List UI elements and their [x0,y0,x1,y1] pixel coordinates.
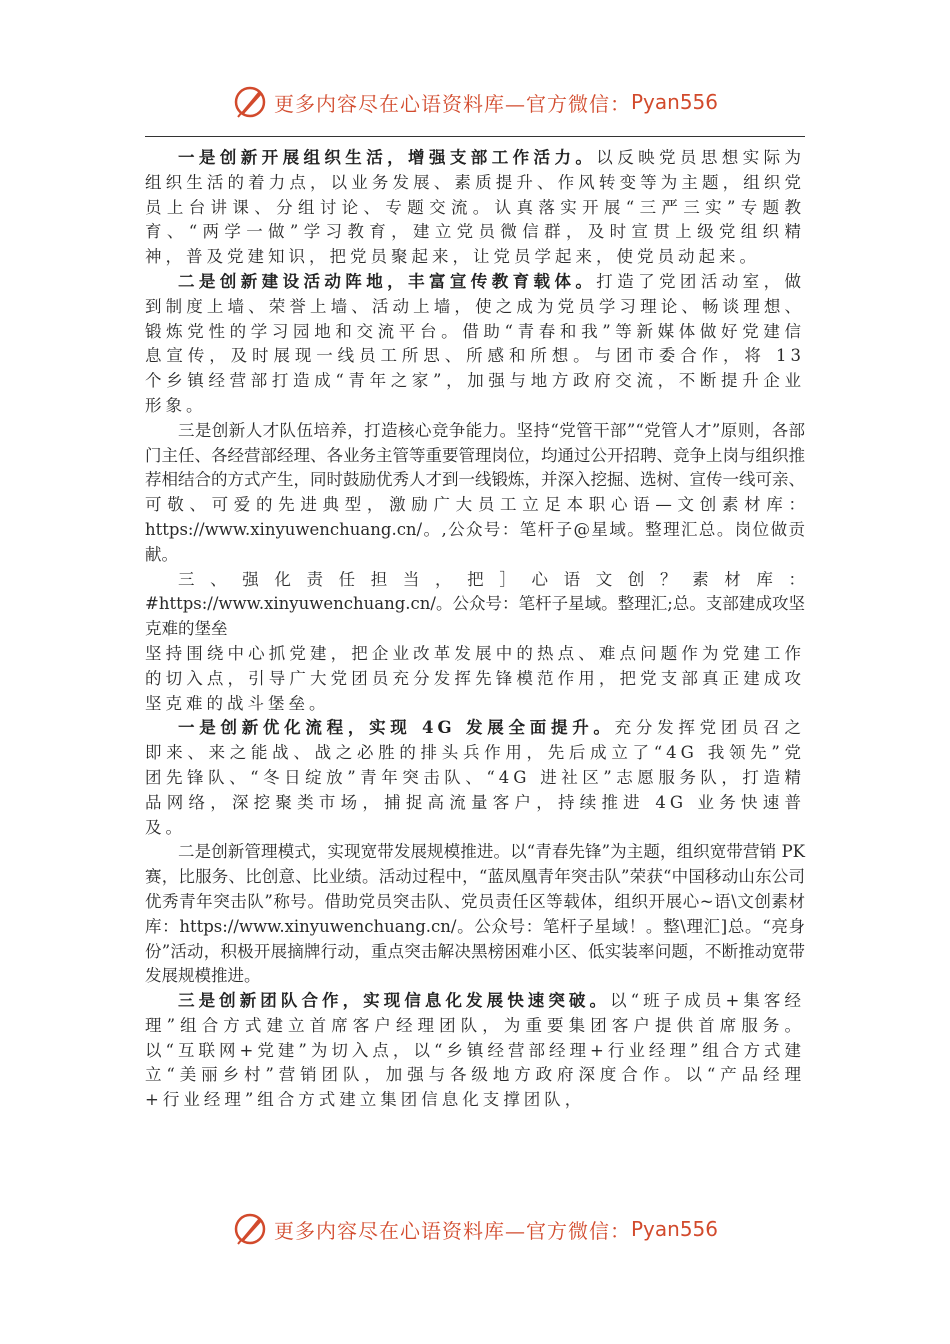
section-heading-text: 三、强化责任担当，把］心语文创？素材库：#https://www.xinyuwenchuang.cn/。公众号：笔杆子星域。整理汇;总。支部建成攻坚克难的堡垒 [145,569,805,639]
paragraph-2 [145,270,805,419]
paragraph-3 [145,419,805,568]
header-wechat-id: Pyan556 [630,90,718,114]
paragraph-7 [145,989,805,1113]
paragraph-2-lead: 二是创新建设活动阵地，丰富宣传教育载体。 [178,271,597,291]
paragraph-7-text: 以“班子成员+集客经理”组合方式建立首席客户经理团队，为重要集团客户提供首席服务。以“互联网+党建”为切入点，以“乡镇经营部经理+行业经理”组合方式建立“美丽乡村”营销团队，加强与各级地方政府深度合作。以“产品经理+行业经理”组合方式建立集团信息化支撑团队， [145,991,806,1110]
footer-brand-text: 更多内容尽在心语资料库—官方微信： [273,1218,631,1243]
quill-logo-icon [232,84,268,120]
paragraph-5 [145,716,805,840]
paragraph-6-text: 二是创新管理模式，实现宽带发展规模推进。以“青春先锋”为主题，组织宽带营销 PK 赛，比服务、比创意、比业绩。活动过程中，“蓝凤凰青年突击队”荣获“中国移动山东公司优秀青年突击队”称号。借助党员突击队、党员责任区等载体，组织开展心~语\文创素材库：https://www.xinyuwenchuang.cn/。公众号：笔杆子星域！。整\理汇]总。“亮身份”活动，积极开展摘牌行动，重点突击解决黑榜困难小区、低实装率问题，不断推动宽带发展规模推进。 [145,842,805,986]
header-brand-text: 更多内容尽在心语资料库—官方微信： [273,91,631,116]
header-banner [0,82,950,122]
paragraph-1 [145,146,805,270]
paragraph-5-lead: 一是创新优化流程，实现 4G 发展全面提升。 [178,718,615,738]
paragraph-5-text: 充分发挥党团员召之即来、来之能战、战之必胜的排头兵作用，先后成立了“4G 我领先”党团先锋队、“冬日绽放”青年突击队、“4G 进社区”志愿服务队，打造精品网络，深挖聚类市场，捕捉高流量客户，持续推进 4G 业务快速普及。 [145,718,806,837]
paragraph-4-text: 坚持围绕中心抓党建，把企业改革发展中的热点、难点问题作为党建工作的切入点，引导广大党团员充分发挥先锋模范作用，把党支部真正建成攻坚克难的战斗堡垒。 [145,643,805,713]
paragraph-3-text: 三是创新人才队伍培养，打造核心竞争能力。坚持“党管干部”“党管人才”原则，各部门主任、各经营部经理、各业务主管等重要管理岗位，均通过公开招聘、竞争上岗与组织推荐相结合的方式产生，同时鼓励优秀人才到一线锻炼，并深入挖掘、选树、宣传一线可亲、可敬、可爱的先进典型，激励广大员工立足本职心语—文创素材库：https://www.xinyuwenchuang.cn/。,公众号：笔杆子@星域。整理汇总。岗位做贡献。 [145,420,805,564]
quill-logo-icon [232,1211,268,1247]
paragraph-7-lead: 三是创新团队合作，实现信息化发展快速突破。 [178,991,611,1011]
paragraph-1-lead: 一是创新开展组织生活，增强支部工作活力。 [178,148,597,167]
document-body [145,146,805,1113]
paragraph-1-text: 以反映党员思想实际为组织生活的着力点，以业务发展、素质提升、作风转变等为主题，组织党员上台讲课、分组讨论、专题交流。认真落实开展“三严三实”专题教育、“两学一做”学习教育，建立党员微信群，及时宣贯上级党组织精神，普及党建知识，把党员聚起来，让党员学起来，使党员动起来。 [145,148,806,267]
footer-wechat-id: Pyan556 [630,1217,718,1241]
paragraph-4 [145,642,805,716]
footer-banner [0,1209,950,1249]
section-heading [145,568,805,642]
header-rule [145,136,805,137]
paragraph-6 [145,840,805,989]
paragraph-2-text: 打造了党团活动室，做到制度上墙、荣誉上墙、活动上墙，使之成为党员学习理论、畅谈理想、锻炼党性的学习园地和交流平台。借助“青春和我”等新媒体做好党建信息宣传，及时展现一线员工所思、所感和所想。与团市委合作，将 13 个乡镇经营部打造成“青年之家”，加强与地方政府交流，不断提升企业形象。 [145,271,806,415]
